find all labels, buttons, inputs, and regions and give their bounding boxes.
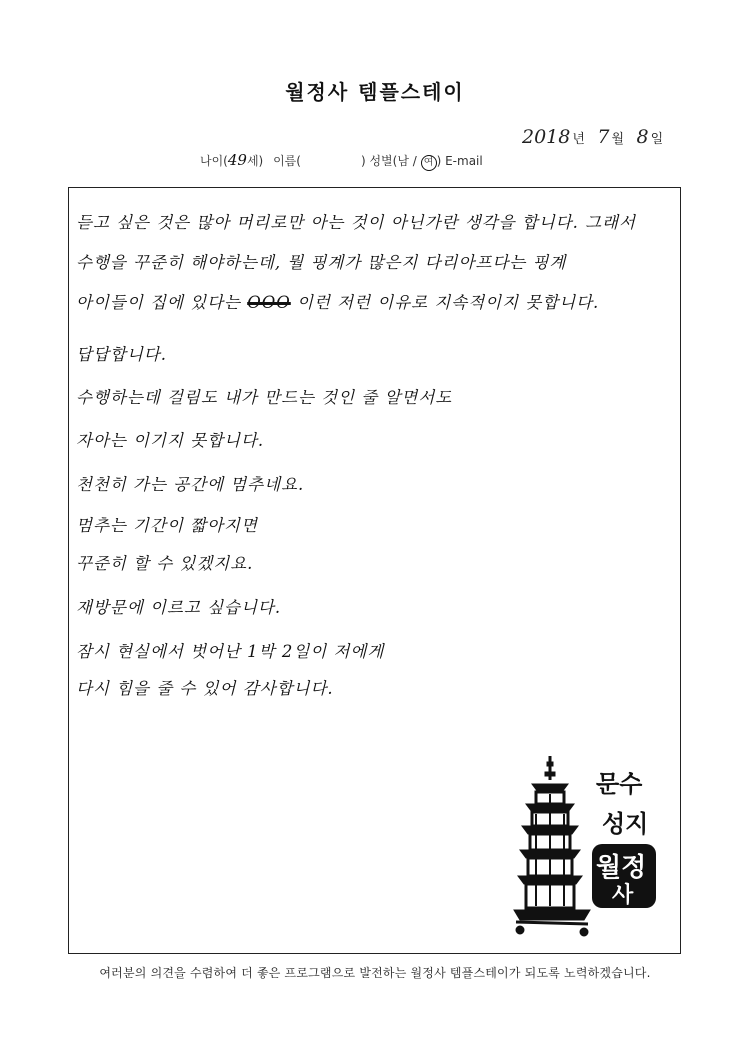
struck-out-word: OOO: [247, 293, 291, 312]
name-label: 이름(: [273, 154, 301, 168]
comment-text: 아이들이 집에 있다는: [76, 293, 248, 312]
month-label: 월: [611, 132, 625, 147]
age-label: 나이(: [200, 154, 228, 168]
stamp-text-line4: 사: [612, 883, 634, 908]
form-title: 월정사 템플스테이: [285, 80, 465, 104]
comment-line: 답답합니다.: [76, 345, 167, 364]
day-label: 일: [650, 132, 664, 147]
age-value: 49: [227, 151, 247, 169]
comment-line: 꾸준히 할 수 있겠지요.: [76, 554, 254, 573]
personal-info-row: [200, 151, 483, 171]
comment-line: 잠시 현실에서 벗어난 1박 2일이 저에게: [76, 642, 385, 661]
footer-note: 여러분의 의견을 수렴하여 더 좋은 프로그램으로 발전하는 월정사 템플스테이가 되도록 노력하겠습니다.: [99, 966, 651, 980]
date-field: [522, 126, 671, 148]
year-label: 년: [572, 132, 585, 147]
comment-line: 재방문에 이르고 싶습니다.: [76, 598, 282, 617]
comment-line: 듣고 싶은 것은 많아 머리로만 아는 것이 아닌가란 생각을 합니다. 그래서: [76, 213, 636, 232]
comment-line: 다시 힘을 줄 수 있어 감사합니다.: [76, 679, 334, 698]
comment-line: 수행을 꾸준히 해야하는데, 뭘 핑계가 많은지 다리아프다는 핑계: [76, 253, 567, 272]
gender-label: ) 성별(남 /: [360, 154, 417, 168]
pagoda-icon: [514, 756, 590, 936]
gender-circled: 여: [421, 155, 437, 171]
comment-line: 천천히 가는 공간에 멈추네요.: [76, 475, 305, 494]
comment-line: 자아는 이기지 못합니다.: [76, 431, 265, 450]
comment-text: 이런 저런 이유로 지속적이지 못합니다.: [290, 293, 600, 312]
comment-line: 멈추는 기간이 짧아지면: [76, 516, 258, 535]
email-label: ) E-mail: [436, 154, 483, 168]
date-month: 7: [597, 126, 610, 148]
date-year: 2018: [522, 126, 571, 148]
age-unit: 세): [246, 154, 264, 168]
comment-line-struck: [76, 289, 599, 313]
stamp-text-line3: 월정: [596, 853, 647, 883]
stamp-text-line2: 성지: [602, 810, 649, 838]
comment-line: 수행하는데 걸림도 내가 만드는 것인 줄 알면서도: [76, 388, 453, 407]
stamp-text-line1: 문수: [596, 770, 643, 798]
woljeongsa-stamp-logo: [512, 752, 662, 942]
date-day: 8: [636, 126, 649, 148]
